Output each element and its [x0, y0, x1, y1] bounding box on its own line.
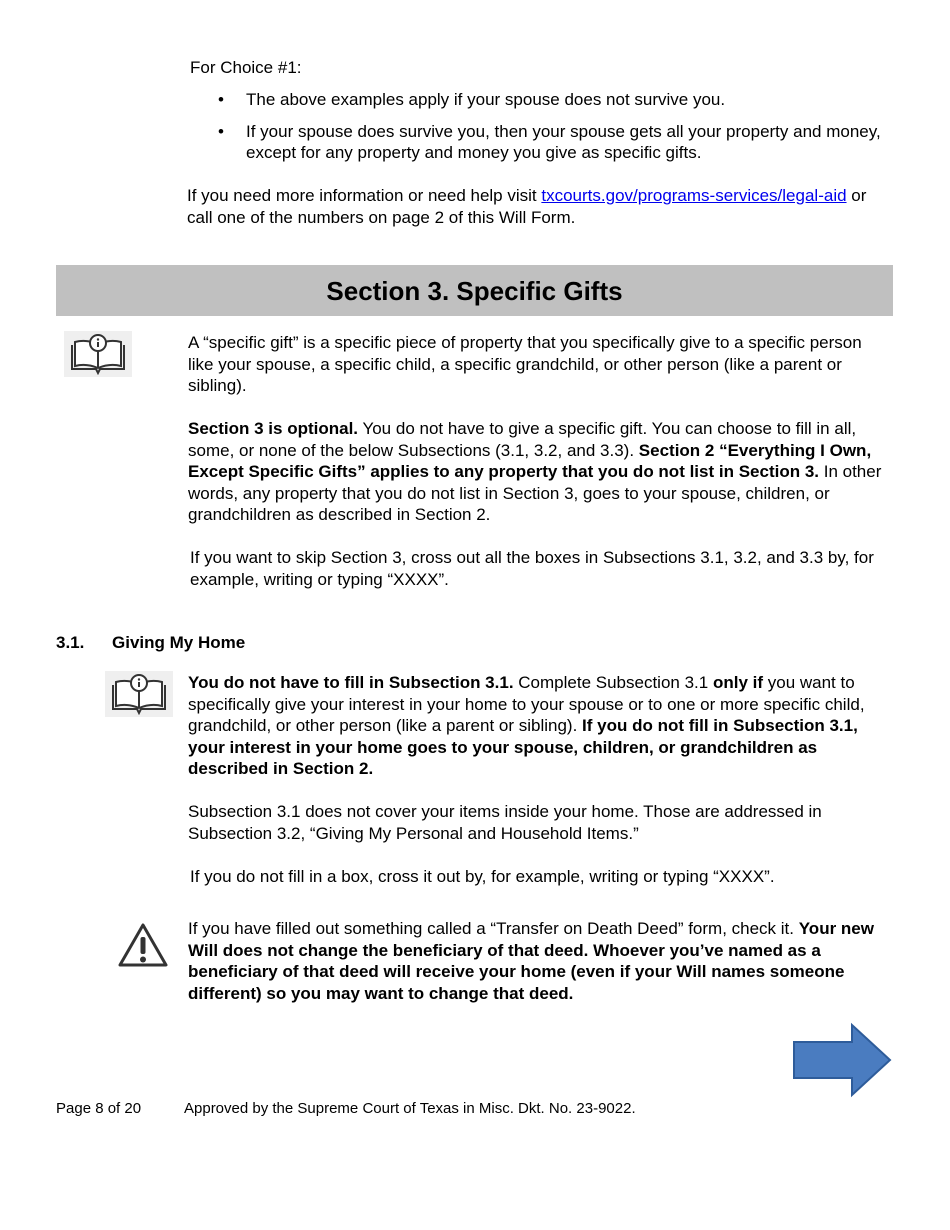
choice-intro: For Choice #1: — [190, 58, 302, 77]
emphasis-text: Section 3 is optional. — [188, 419, 359, 438]
bullet-symbol: • — [218, 90, 224, 109]
section-title: Section 3. Specific Gifts — [326, 275, 623, 306]
footer-page-number: Page 8 of 20 — [56, 1100, 142, 1117]
bullet-item — [190, 121, 890, 164]
body-text: If you have filled out something called a “Transfer on Death Deed” form, check it. — [188, 919, 799, 938]
cross-out-instructions: If you do not fill in a box, cross it out by, for example, writing or typing “XXXX”. — [190, 867, 775, 886]
book-info-icon — [105, 671, 173, 717]
emphasis-text: If you do not fill in Subsection 3.1, your interest in your home goes to your spouse, children, or grandchildren as described in Section 2. — [188, 716, 858, 778]
specific-gift-definition: A “specific gift” is a specific piece of property that you specifically give to a specific person like your spouse, a specific child, a specific grandchild, or other person (like a parent or sibling). — [188, 333, 862, 395]
right-arrow-icon[interactable] — [790, 1022, 894, 1098]
legal-aid-link[interactable]: txcourts.gov/programs-services/legal-aid — [541, 186, 847, 205]
body-text: You do not have to give a specific gift. You can choose to fill in all, some, or none of the below Subsections (3.1, 3.2, and 3.3). — [188, 419, 857, 460]
body-text: In other words, any property that you do not list in Section 3, goes to your spouse, children, or grandchildren as described in Section 2. — [188, 462, 882, 524]
book-info-icon — [64, 331, 132, 377]
bullet-symbol: • — [218, 121, 224, 141]
subsection-3-1-heading — [56, 632, 245, 654]
emphasis-text: only if — [712, 673, 764, 692]
bullet-text: The above examples apply if your spouse does not survive you. — [246, 90, 726, 109]
help-info-paragraph — [187, 185, 887, 228]
transfer-on-death-warning — [188, 918, 888, 1004]
emphasis-text: You do not have to fill in Subsection 3.1. — [188, 673, 514, 692]
bullet-text: If your spouse does survive you, then your spouse gets all your property and money, except for any property and money you give as specific gifts. — [246, 121, 881, 162]
emphasis-text: Section 2 “Everything I Own, Except Specific Gifts” applies to any property that you do not list in Section 3. — [188, 440, 872, 481]
section-3-optional-paragraph — [188, 418, 888, 526]
subsection-number: 3.1. — [56, 633, 85, 652]
household-items-note: Subsection 3.1 does not cover your items inside your home. Those are addressed in Subsection 3.2, “Giving My Personal and Household Items.” — [188, 802, 822, 843]
emphasis-text: Your new Will does not change the beneficiary of that deed. Whoever you’ve named as a beneficiary of that deed will receive your home (even if your Will names someone different) so you may want to change that deed. — [188, 919, 874, 1003]
body-text: Complete Subsection 3.1 — [513, 673, 713, 692]
warning-triangle-icon — [117, 921, 169, 969]
skip-section-instructions: If you want to skip Section 3, cross out all the boxes in Subsections 3.1, 3.2, and 3.3 by, for example, writing or typing “XXXX”. — [190, 548, 874, 589]
choice-bullet-list — [190, 89, 890, 174]
footer-approval-note: Approved by the Supreme Court of Texas in Misc. Dkt. No. 23-9022. — [184, 1100, 636, 1117]
subsection-3-1-optional-paragraph — [188, 672, 888, 780]
help-info-text-after: or call one of the numbers on page 2 of this Will Form. — [187, 186, 867, 227]
section-3-header — [56, 265, 893, 316]
help-info-text-before: If you need more information or need help visit — [187, 186, 542, 205]
bullet-item — [190, 89, 890, 111]
body-text: you want to specifically give your interest in your home to your spouse or to one or more specific child, grandchild, or other person (like a parent or sibling). — [188, 673, 865, 735]
subsection-title: Giving My Home — [112, 633, 246, 652]
